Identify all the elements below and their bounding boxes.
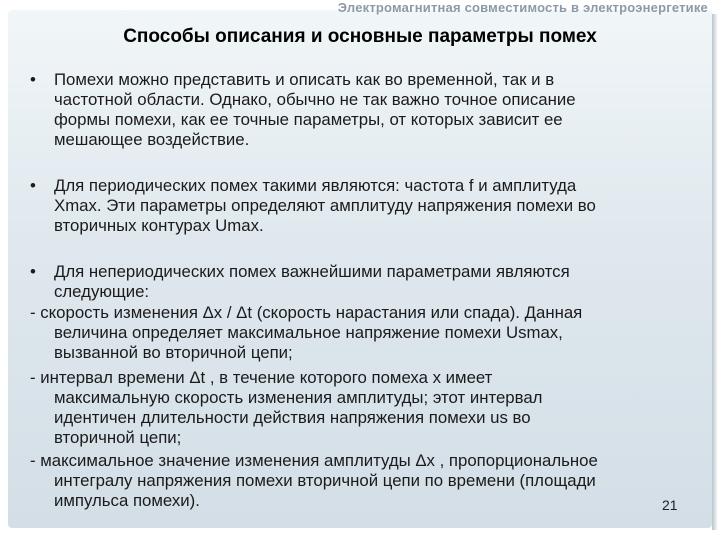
paragraph-2-line: Xmax. Эти параметры определяют амплитуду напряжения помехи во — [54, 196, 596, 215]
paragraph-1-line: мешающее воздействие. — [54, 130, 250, 149]
paragraph-1-line: Помехи можно представить и описать как во временной, так и в — [54, 70, 555, 89]
paragraph-2-line: вторичных контурах Umax. — [54, 216, 264, 235]
paragraph-3-line: величина определяет максимальное напряжение помехи Usmax, — [54, 323, 563, 342]
paragraph-3-line: идентичен длительности действия напряжения помехи us во — [54, 408, 531, 427]
course-title: Электромагнитная совместимость в электроэнергетике — [337, 0, 708, 15]
paragraph-3-line: следующие: — [54, 282, 150, 301]
bullet-3: • — [30, 262, 36, 281]
paragraph-3-line: импульса помехи). — [54, 491, 200, 510]
paragraph-1-line: формы помехи, как ее точные параметры, от которых зависит ее — [54, 110, 563, 129]
slide-title: Способы описания и основные параметры помех — [123, 26, 597, 47]
paragraph-3-line: Для непериодических помех важнейшими параметрами являются — [54, 262, 570, 281]
paragraph-1-line: частотной области. Однако, обычно не так важно точное описание — [54, 90, 576, 109]
page-number: 21 — [662, 497, 678, 513]
bullet-1: • — [30, 70, 36, 89]
paragraph-3-line: - интервал времени Δt , в течение которого помеха x имеет — [30, 368, 493, 387]
paragraph-3-line: максимальную скорость изменения амплитуды; этот интервал — [54, 388, 543, 407]
paragraph-2-line: Для периодических помех такими являются: частота f и амплитуда — [54, 176, 577, 195]
paragraph-3-line: вызванной во вторичной цепи; — [54, 343, 293, 362]
bullet-2: • — [30, 176, 36, 195]
paragraph-3-line: - скорость изменения Δx / Δt (скорость нарастания или спада). Данная — [30, 303, 583, 322]
paragraph-3-line: вторичной цепи; — [54, 428, 182, 447]
paragraph-3-line: - максимальное значение изменения амплитуды Δx , пропорциональное — [30, 451, 598, 470]
paragraph-3-line: интегралу напряжения помехи вторичной цепи по времени (площади — [54, 471, 596, 490]
